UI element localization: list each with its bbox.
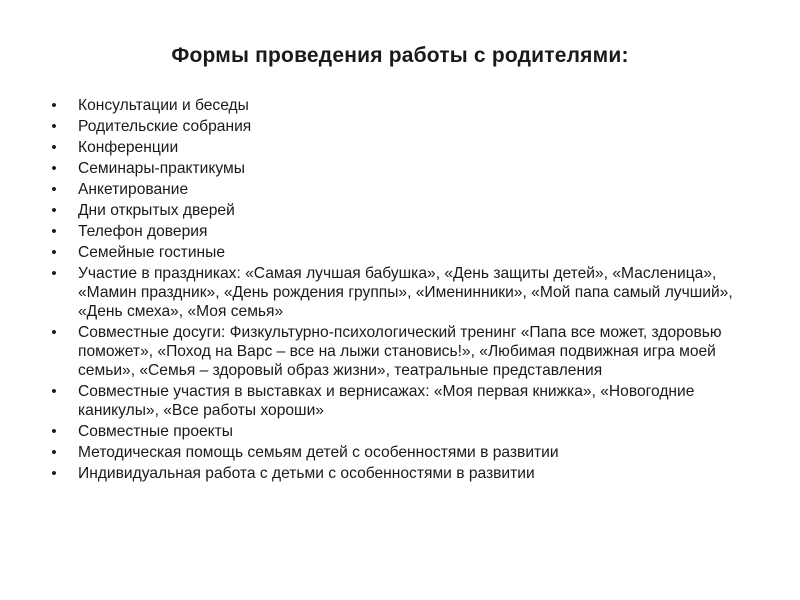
bullet-list [48, 96, 748, 485]
bullet-icon: • [51, 383, 57, 400]
list-item [48, 117, 748, 136]
list-item [48, 243, 748, 262]
list-item-text: Семейные гостиные [78, 244, 226, 261]
bullet-icon: • [51, 181, 57, 198]
bullet-icon: • [51, 97, 57, 114]
list-item-text: Индивидуальная работа с детьми с особенностями в развитии [78, 465, 535, 482]
slide-title: Формы проведения работы с родителями: [171, 44, 629, 67]
list-item-text: Дни открытых дверей [78, 202, 235, 219]
bullet-icon: • [51, 324, 57, 341]
bullet-icon: • [51, 244, 57, 261]
list-item [48, 323, 748, 380]
bullet-icon: • [51, 265, 57, 282]
list-item-text: Совместные проекты [78, 423, 234, 440]
list-item [48, 222, 748, 241]
bullet-icon: • [51, 160, 57, 177]
bullet-icon: • [51, 118, 57, 135]
bullet-icon: • [51, 465, 57, 482]
list-item-text: Конференции [78, 139, 179, 156]
list-item [48, 264, 748, 321]
list-item-text: Методическая помощь семьям детей с особенностями в развитии [78, 444, 559, 461]
list-item [48, 201, 748, 220]
list-item-text: Участие в праздниках: «Самая лучшая бабушка», «День защиты детей», «Масленица», «Мамин праздник», «День рождения группы», «Именинники», «Мой папа самый лучший», «День смеха», «Моя семья» [78, 265, 733, 320]
list-item-text: Анкетирование [78, 181, 189, 198]
list-item [48, 159, 748, 178]
list-item [48, 382, 748, 420]
bullet-icon: • [51, 202, 57, 219]
bullet-icon: • [51, 139, 57, 156]
list-item [48, 96, 748, 115]
list-item [48, 138, 748, 157]
list-item [48, 180, 748, 199]
list-item-text: Родительские собрания [78, 118, 252, 135]
list-item-text: Совместные участия в выставках и вернисажах: «Моя первая книжка», «Новогодние каникулы», «Все работы хороши» [78, 383, 695, 419]
list-item-text: Семинары-практикумы [78, 160, 245, 177]
list-item [48, 443, 748, 462]
list-item-text: Телефон доверия [78, 223, 208, 240]
list-item-text: Консультации и беседы [78, 97, 249, 114]
bullet-icon: • [51, 444, 57, 461]
bullet-icon: • [51, 223, 57, 240]
list-item [48, 422, 748, 441]
list-item [48, 464, 748, 483]
bullet-icon: • [51, 423, 57, 440]
list-item-text: Совместные досуги: Физкультурно-психологический тренинг «Папа все может, здоровью поможет», «Поход на Варс – все на лыжи становись!», «Любимая подвижная игра моей семьи», «Семья – здоровый образ жизни», театральные представления [78, 324, 722, 379]
